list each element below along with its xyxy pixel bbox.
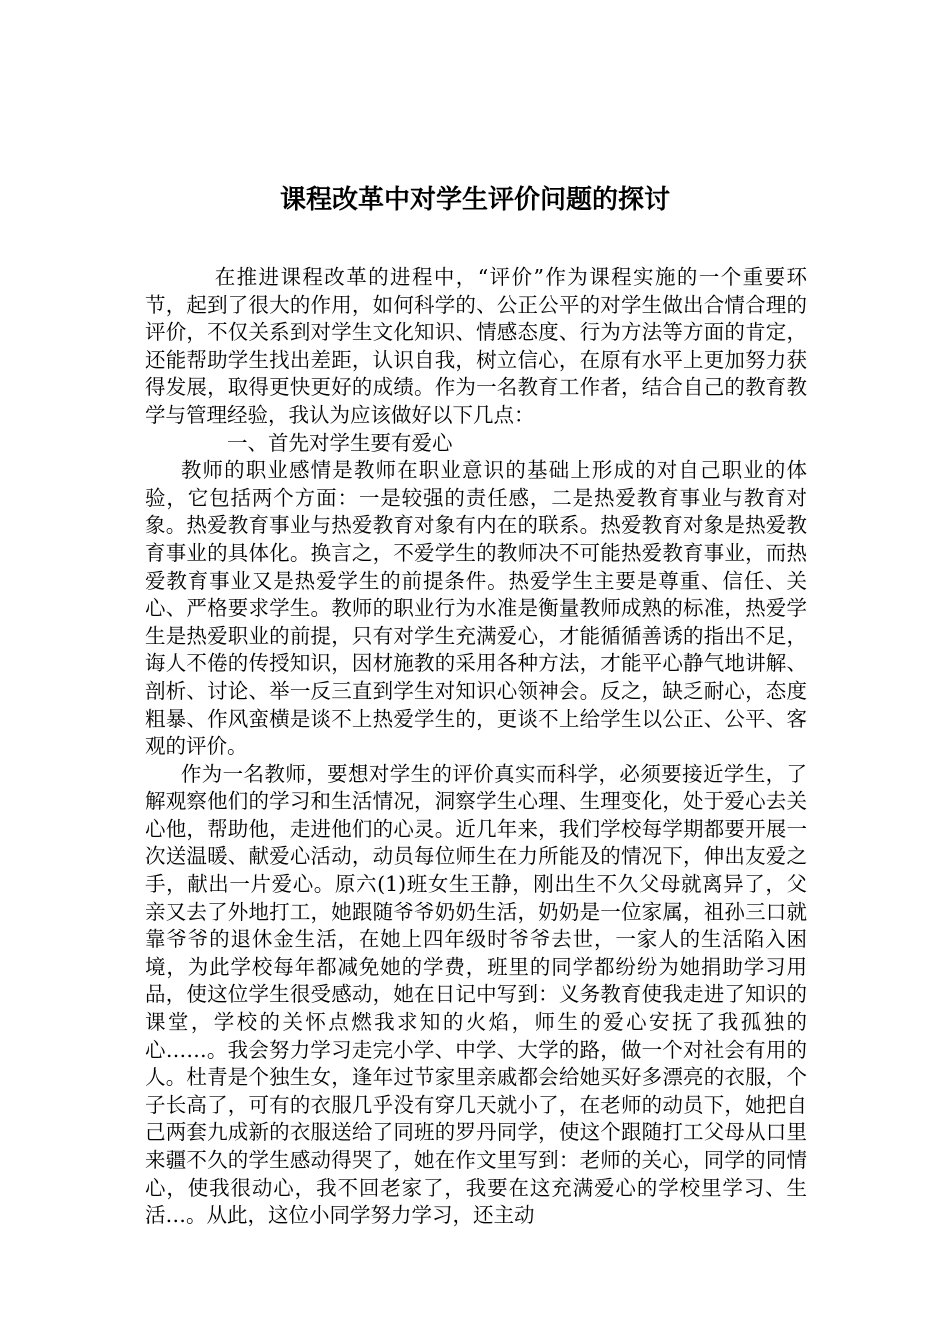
document-title: 课程改革中对学生评价问题的探讨 [279,185,670,215]
section-heading: 一、首先对学生要有爱心 [227,430,453,455]
intro-paragraph: 在推进课程改革的进程中，“评价”作为课程实施的一个重要环节，起到了很大的作用，如何科学的、公正公平的对学生做出合情合理的评价，不仅关系到对学生文化知识、情感态度、行为方法等方面的肯定，还能帮助学生找出差距，认识自我，树立信心，在原有水平上更加努力获得发展，取得更快更好的成绩。作为一名教育工作者，结合自己的教育教学与管理经验，我认为应该做好以下几点： [145,265,807,427]
body-paragraph: 作为一名教师，要想对学生的评价真实而科学，必须要接近学生，了解观察他们的学习和生活情况，洞察学生心理、生理变化，处于爱心去关心他，帮助他，走进他们的心灵。近几年来，我们学校每学期都要开展一次送温暖、献爱心活动，动员每位师生在力所能及的情况下，伸出友爱之手，献出一片爱心。原六(1)班女生王静，刚出生不久父母就离异了，父亲又去了外地打工，她跟随爷爷奶奶生活，奶奶是一位家属，祖孙三口就靠爷爷的退休金生活，在她上四年级时爷爷去世，一家人的生活陷入困境，为此学校每年都减免她的学费，班里的同学都纷纷为她捐助学习用品，使这位学生很受感动，她在日记中写到：义务教育使我走进了知识的课堂，学校的关怀点燃我求知的火焰，师生的爱心安抚了我孤独的心……。我会努力学习走完小学、中学、大学的路，做一个对社会有用的人。杜青是个独生女，逢年过节家里亲戚都会给她买好多漂亮的衣服，个子长高了，可有的衣服几乎没有穿几天就小了，在老师的动员下，她把自己两套九成新的衣服送给了同班的罗丹同学，使这个跟随打工父母从口里来疆不久的学生感动得哭了，她在作文里写到：老师的关心，同学的同情心，使我很动心，我不回老家了，我要在这充满爱心的学校里学习、生活…。从此，这位小同学努力学习，还主动 [145,761,807,1228]
body-paragraph: 教师的职业感情是教师在职业意识的基础上形成的对自己职业的体验，它包括两个方面：一是较强的责任感，二是热爱教育事业与教育对象。热爱教育事业与热爱教育对象有内在的联系。热爱教育对象是热爱教育事业的具体化。换言之，不爱学生的教师决不可能热爱教育事业，而热爱教育事业又是热爱学生的前提条件。热爱学生主要是尊重、信任、关心、严格要求学生。教师的职业行为水准是衡量教师成熟的标准，热爱学生是热爱职业的前提，只有对学生充满爱心，才能循循善诱的指出不足，诲人不倦的传授知识，因材施教的采用各种方法，才能平心静气地讲解、剖析、讨论、举一反三直到学生对知识心领神会。反之，缺乏耐心，态度粗暴、作风蛮横是谈不上热爱学生的，更谈不上给学生以公正、公平、客观的评价。 [145,458,807,759]
document-body [145,264,807,1230]
